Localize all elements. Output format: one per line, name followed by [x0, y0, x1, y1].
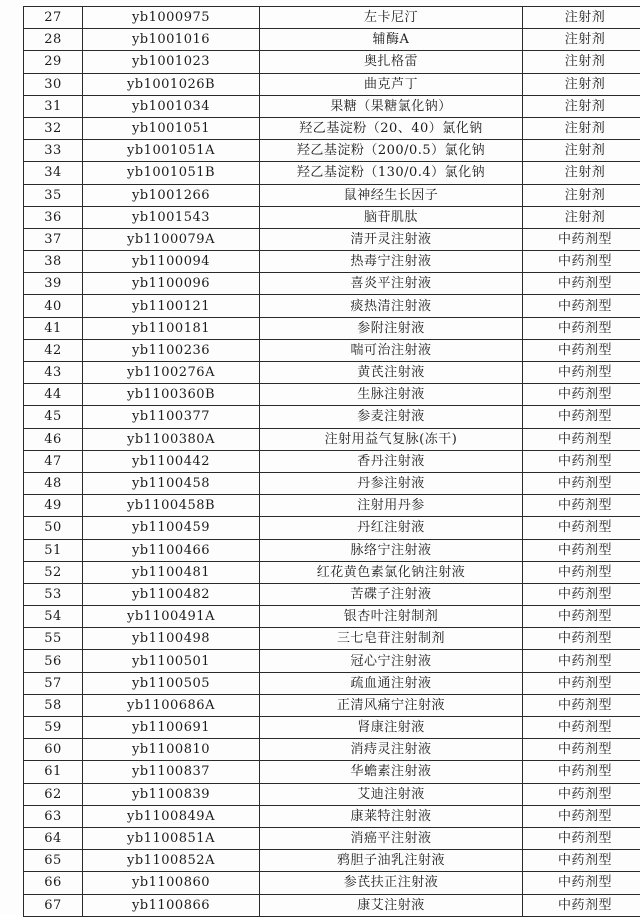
drug-code-cell: yb1001016 — [83, 29, 260, 51]
drug-code-cell: yb1100094 — [83, 251, 260, 273]
drug-name-cell: 奥扎格雷 — [260, 51, 523, 73]
row-number-cell: 30 — [24, 73, 83, 95]
drug-code-cell: yb1100691 — [83, 717, 260, 739]
table-row — [24, 206, 640, 228]
drug-name-cell: 脑苷肌肽 — [260, 206, 523, 228]
drug-name-cell: 羟乙基淀粉（130/0.4）氯化钠 — [260, 162, 523, 184]
dosage-type-cell: 中药剂型 — [523, 362, 640, 384]
row-number-cell: 33 — [24, 140, 83, 162]
dosage-type-cell: 注射剂 — [523, 184, 640, 206]
drug-code-cell: yb1001026B — [83, 73, 260, 95]
drug-name-cell: 参芪扶正注射液 — [260, 872, 523, 894]
drug-name-cell: 消癌平注射液 — [260, 827, 523, 849]
table-row — [24, 628, 640, 650]
drug-name-cell: 康艾注射液 — [260, 894, 523, 916]
table-row — [24, 472, 640, 494]
table-row — [24, 850, 640, 872]
drug-code-cell: yb1001051A — [83, 140, 260, 162]
drug-name-cell: 康莱特注射液 — [260, 805, 523, 827]
row-number-cell: 49 — [24, 495, 83, 517]
drug-name-cell: 脉络宁注射液 — [260, 539, 523, 561]
drug-name-cell: 痰热清注射液 — [260, 295, 523, 317]
dosage-type-cell: 中药剂型 — [523, 517, 640, 539]
row-number-cell: 66 — [24, 872, 83, 894]
dosage-type-cell: 中药剂型 — [523, 872, 640, 894]
row-number-cell: 51 — [24, 539, 83, 561]
drug-code-cell: yb1100686A — [83, 694, 260, 716]
drug-name-cell: 艾迪注射液 — [260, 783, 523, 805]
drug-code-cell: yb1100121 — [83, 295, 260, 317]
drug-list-table-body — [24, 7, 640, 917]
drug-code-cell: yb1001051 — [83, 117, 260, 139]
drug-name-cell: 肾康注射液 — [260, 717, 523, 739]
dosage-type-cell: 中药剂型 — [523, 495, 640, 517]
drug-code-cell: yb1100851A — [83, 827, 260, 849]
drug-code-cell: yb1100276A — [83, 362, 260, 384]
table-row — [24, 7, 640, 29]
row-number-cell: 53 — [24, 583, 83, 605]
dosage-type-cell: 中药剂型 — [523, 850, 640, 872]
row-number-cell: 34 — [24, 162, 83, 184]
dosage-type-cell: 中药剂型 — [523, 827, 640, 849]
dosage-type-cell: 中药剂型 — [523, 672, 640, 694]
table-row — [24, 117, 640, 139]
drug-name-cell: 喘可治注射液 — [260, 339, 523, 361]
drug-code-cell: yb1001051B — [83, 162, 260, 184]
dosage-type-cell: 中药剂型 — [523, 251, 640, 273]
drug-name-cell: 红花黄色素氯化钠注射液 — [260, 561, 523, 583]
row-number-cell: 29 — [24, 51, 83, 73]
dosage-type-cell: 中药剂型 — [523, 761, 640, 783]
drug-code-cell: yb1100442 — [83, 450, 260, 472]
table-row — [24, 894, 640, 916]
table-row — [24, 739, 640, 761]
row-number-cell: 39 — [24, 273, 83, 295]
row-number-cell: 65 — [24, 850, 83, 872]
drug-code-cell: yb1100860 — [83, 872, 260, 894]
drug-code-cell: yb1100491A — [83, 606, 260, 628]
dosage-type-cell: 中药剂型 — [523, 783, 640, 805]
dosage-type-cell: 中药剂型 — [523, 384, 640, 406]
dosage-type-cell: 中药剂型 — [523, 428, 640, 450]
drug-name-cell: 冠心宁注射液 — [260, 650, 523, 672]
drug-code-cell: yb1100501 — [83, 650, 260, 672]
row-number-cell: 28 — [24, 29, 83, 51]
table-row — [24, 384, 640, 406]
drug-name-cell: 正清风痛宁注射液 — [260, 694, 523, 716]
table-row — [24, 29, 640, 51]
drug-code-cell: yb1100360B — [83, 384, 260, 406]
drug-code-cell: yb1100377 — [83, 406, 260, 428]
drug-code-cell: yb1001266 — [83, 184, 260, 206]
table-row — [24, 539, 640, 561]
row-number-cell: 38 — [24, 251, 83, 273]
dosage-type-cell: 中药剂型 — [523, 628, 640, 650]
row-number-cell: 52 — [24, 561, 83, 583]
table-row — [24, 761, 640, 783]
table-row — [24, 606, 640, 628]
drug-code-cell: yb1100482 — [83, 583, 260, 605]
row-number-cell: 46 — [24, 428, 83, 450]
dosage-type-cell: 中药剂型 — [523, 717, 640, 739]
drug-name-cell: 辅酶A — [260, 29, 523, 51]
drug-name-cell: 热毒宁注射液 — [260, 251, 523, 273]
drug-code-cell: yb1001543 — [83, 206, 260, 228]
table-row — [24, 495, 640, 517]
row-number-cell: 55 — [24, 628, 83, 650]
drug-name-cell: 苦碟子注射液 — [260, 583, 523, 605]
table-row — [24, 428, 640, 450]
row-number-cell: 59 — [24, 717, 83, 739]
drug-name-cell: 丹参注射液 — [260, 472, 523, 494]
row-number-cell: 41 — [24, 317, 83, 339]
row-number-cell: 35 — [24, 184, 83, 206]
row-number-cell: 63 — [24, 805, 83, 827]
table-row — [24, 228, 640, 250]
row-number-cell: 62 — [24, 783, 83, 805]
dosage-type-cell: 中药剂型 — [523, 472, 640, 494]
drug-code-cell: yb1100481 — [83, 561, 260, 583]
table-row — [24, 583, 640, 605]
drug-code-cell: yb1100849A — [83, 805, 260, 827]
row-number-cell: 42 — [24, 339, 83, 361]
dosage-type-cell: 中药剂型 — [523, 583, 640, 605]
dosage-type-cell: 中药剂型 — [523, 805, 640, 827]
table-row — [24, 162, 640, 184]
table-row — [24, 273, 640, 295]
drug-name-cell: 果糖（果糖氯化钠） — [260, 95, 523, 117]
drug-code-cell: yb1100459 — [83, 517, 260, 539]
dosage-type-cell: 注射剂 — [523, 162, 640, 184]
dosage-type-cell: 中药剂型 — [523, 606, 640, 628]
table-row — [24, 672, 640, 694]
row-number-cell: 60 — [24, 739, 83, 761]
row-number-cell: 44 — [24, 384, 83, 406]
dosage-type-cell: 注射剂 — [523, 95, 640, 117]
drug-code-cell: yb1100079A — [83, 228, 260, 250]
drug-code-cell: yb1100837 — [83, 761, 260, 783]
dosage-type-cell: 中药剂型 — [523, 894, 640, 916]
drug-name-cell: 曲克芦丁 — [260, 73, 523, 95]
row-number-cell: 31 — [24, 95, 83, 117]
drug-name-cell: 鼠神经生长因子 — [260, 184, 523, 206]
row-number-cell: 58 — [24, 694, 83, 716]
row-number-cell: 56 — [24, 650, 83, 672]
drug-name-cell: 黄芪注射液 — [260, 362, 523, 384]
dosage-type-cell: 中药剂型 — [523, 739, 640, 761]
drug-code-cell: yb1100505 — [83, 672, 260, 694]
dosage-type-cell: 中药剂型 — [523, 539, 640, 561]
row-number-cell: 45 — [24, 406, 83, 428]
row-number-cell: 67 — [24, 894, 83, 916]
drug-name-cell: 注射用益气复脉(冻干) — [260, 428, 523, 450]
drug-name-cell: 羟乙基淀粉（200/0.5）氯化钠 — [260, 140, 523, 162]
drug-name-cell: 丹红注射液 — [260, 517, 523, 539]
dosage-type-cell: 注射剂 — [523, 29, 640, 51]
table-row — [24, 561, 640, 583]
dosage-type-cell: 中药剂型 — [523, 295, 640, 317]
dosage-type-cell: 中药剂型 — [523, 273, 640, 295]
drug-code-cell: yb1100839 — [83, 783, 260, 805]
row-number-cell: 27 — [24, 7, 83, 29]
drug-name-cell: 参附注射液 — [260, 317, 523, 339]
table-row — [24, 73, 640, 95]
table-row — [24, 184, 640, 206]
drug-code-cell: yb1100181 — [83, 317, 260, 339]
dosage-type-cell: 中药剂型 — [523, 228, 640, 250]
drug-code-cell: yb1100866 — [83, 894, 260, 916]
dosage-type-cell: 注射剂 — [523, 140, 640, 162]
row-number-cell: 54 — [24, 606, 83, 628]
drug-code-cell: yb1000975 — [83, 7, 260, 29]
dosage-type-cell: 注射剂 — [523, 206, 640, 228]
row-number-cell: 43 — [24, 362, 83, 384]
drug-code-cell: yb1100096 — [83, 273, 260, 295]
drug-code-cell: yb1001023 — [83, 51, 260, 73]
dosage-type-cell: 中药剂型 — [523, 650, 640, 672]
row-number-cell: 36 — [24, 206, 83, 228]
drug-code-cell: yb1100810 — [83, 739, 260, 761]
table-row — [24, 450, 640, 472]
table-row — [24, 517, 640, 539]
dosage-type-cell: 中药剂型 — [523, 317, 640, 339]
row-number-cell: 32 — [24, 117, 83, 139]
drug-name-cell: 喜炎平注射液 — [260, 273, 523, 295]
table-row — [24, 805, 640, 827]
drug-name-cell: 鸦胆子油乳注射液 — [260, 850, 523, 872]
table-row — [24, 783, 640, 805]
row-number-cell: 61 — [24, 761, 83, 783]
table-row — [24, 872, 640, 894]
row-number-cell: 37 — [24, 228, 83, 250]
drug-code-cell: yb1100458 — [83, 472, 260, 494]
drug-list-table — [23, 6, 640, 917]
row-number-cell: 50 — [24, 517, 83, 539]
row-number-cell: 47 — [24, 450, 83, 472]
dosage-type-cell: 注射剂 — [523, 73, 640, 95]
drug-code-cell: yb1100236 — [83, 339, 260, 361]
drug-code-cell: yb1100458B — [83, 495, 260, 517]
drug-name-cell: 银杏叶注射制剂 — [260, 606, 523, 628]
table-row — [24, 51, 640, 73]
drug-name-cell: 香丹注射液 — [260, 450, 523, 472]
drug-name-cell: 羟乙基淀粉（20、40）氯化钠 — [260, 117, 523, 139]
table-row — [24, 827, 640, 849]
drug-name-cell: 疏血通注射液 — [260, 672, 523, 694]
dosage-type-cell: 中药剂型 — [523, 406, 640, 428]
dosage-type-cell: 注射剂 — [523, 7, 640, 29]
drug-name-cell: 左卡尼汀 — [260, 7, 523, 29]
table-row — [24, 694, 640, 716]
drug-name-cell: 注射用丹参 — [260, 495, 523, 517]
table-row — [24, 339, 640, 361]
row-number-cell: 40 — [24, 295, 83, 317]
table-row — [24, 650, 640, 672]
table-row — [24, 295, 640, 317]
drug-name-cell: 参麦注射液 — [260, 406, 523, 428]
drug-name-cell: 消痔灵注射液 — [260, 739, 523, 761]
table-row — [24, 362, 640, 384]
row-number-cell: 48 — [24, 472, 83, 494]
drug-code-cell: yb1100498 — [83, 628, 260, 650]
table-row — [24, 406, 640, 428]
dosage-type-cell: 中药剂型 — [523, 561, 640, 583]
table-row — [24, 717, 640, 739]
drug-name-cell: 清开灵注射液 — [260, 228, 523, 250]
drug-code-cell: yb1100852A — [83, 850, 260, 872]
drug-code-cell: yb1001034 — [83, 95, 260, 117]
drug-code-cell: yb1100466 — [83, 539, 260, 561]
table-row — [24, 317, 640, 339]
row-number-cell: 64 — [24, 827, 83, 849]
table-row — [24, 95, 640, 117]
table-row — [24, 140, 640, 162]
drug-code-cell: yb1100380A — [83, 428, 260, 450]
dosage-type-cell: 注射剂 — [523, 51, 640, 73]
dosage-type-cell: 中药剂型 — [523, 450, 640, 472]
table-row — [24, 251, 640, 273]
drug-name-cell: 华蟾素注射液 — [260, 761, 523, 783]
drug-name-cell: 三七皂苷注射制剂 — [260, 628, 523, 650]
dosage-type-cell: 中药剂型 — [523, 339, 640, 361]
row-number-cell: 57 — [24, 672, 83, 694]
drug-name-cell: 生脉注射液 — [260, 384, 523, 406]
dosage-type-cell: 注射剂 — [523, 117, 640, 139]
dosage-type-cell: 中药剂型 — [523, 694, 640, 716]
